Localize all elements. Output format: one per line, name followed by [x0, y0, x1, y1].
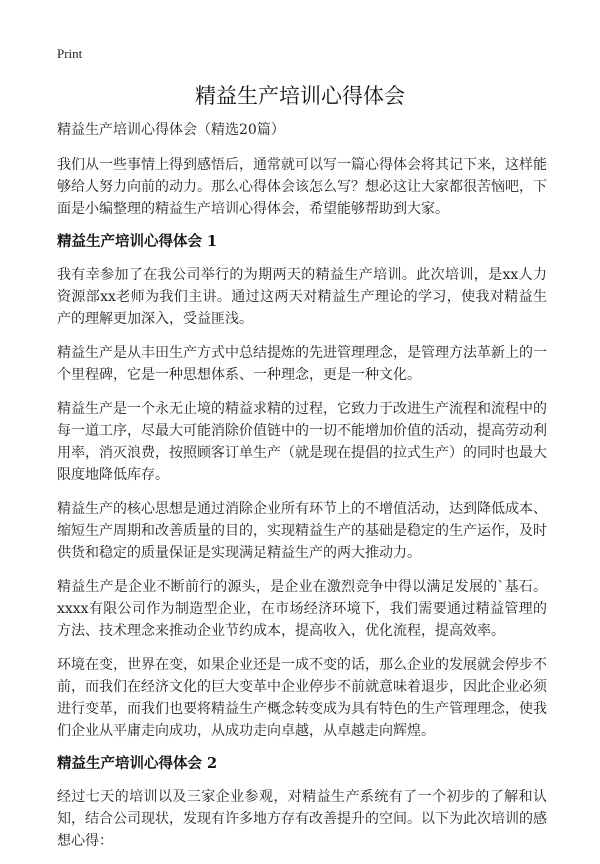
- section-1-paragraph-6: 环境在变，世界在变，如果企业还是一成不变的话，那么企业的发展就会停步不前，而我们在经济文化的巨大变革中企业停步不前就意味着退步，因此企业必须进行变革，而我们也要将精益生产概念转变成为具有特色的生产管理理念，使我们企业从平庸走向成功，从成功走向卓越，从卓越走向辉煌。: [57, 657, 547, 739]
- section-heading-1: 精益生产培训心得体会 1: [57, 233, 218, 250]
- section-2-paragraph-1: 经过七天的培训以及三家企业参观，对精益生产系统有了一个初步的了解和认知，结合公司现状，发现有许多地方存有改善提升的空间。以下为此次培训的感想心得：: [57, 789, 547, 849]
- print-link[interactable]: Print: [57, 46, 83, 61]
- section-1-paragraph-3: 精益生产是一个永无止境的精益求精的过程，它致力于改进生产流程和流程中的每一道工序，尽最大可能消除价值链中的一切不能增加价值的活动，提高劳动利用率，消灭浪费，按照顾客订单生产（就是现在提倡的拉式生产）的同时也最大限度地降低库存。: [57, 401, 547, 483]
- intro-paragraph: 我们从一些事情上得到感悟后，通常就可以写一篇心得体会将其记下来，这样能够给人努力向前的动力。那么心得体会该怎么写？想必这让大家都很苦恼吧，下面是小编整理的精益生产培训心得体会，希望能够帮助到大家。: [57, 157, 547, 217]
- section-1-paragraph-5: 精益生产是企业不断前行的源头，是企业在激烈竞争中得以满足发展的`基石。xxxx有限公司作为制造型企业，在市场经济环境下，我们需要通过精益管理的方法、技术理念来推动企业节约成本，提高收入，优化流程，提高效率。: [57, 579, 547, 639]
- section-heading-2: 精益生产培训心得体会 2: [57, 755, 218, 772]
- section-1-paragraph-1: 我有幸参加了在我公司举行的为期两天的精益生产培训。此次培训，是xx人力资源部xx老师为我们主讲。通过这两天对精益生产理论的学习，使我对精益生产的理解更加深入，受益匪浅。: [57, 267, 547, 327]
- section-1-paragraph-4: 精益生产的核心思想是通过消除企业所有环节上的不增值活动，达到降低成本、缩短生产周期和改善质量的目的，实现精益生产的基础是稳定的生产运作，及时供货和稳定的质量保证是实现满足精益生产的两大推动力。: [57, 501, 547, 561]
- page-title: 精益生产培训心得体会: [195, 84, 405, 108]
- section-1-paragraph-2: 精益生产是从丰田生产方式中总结提炼的先进管理理念，是管理方法革新上的一个里程碑，它是一种思想体系、一种理念，更是一种文化。: [57, 345, 547, 383]
- article-body: [57, 120, 547, 864]
- article-subtitle: 精益生产培训心得体会（精选20篇）: [57, 122, 285, 138]
